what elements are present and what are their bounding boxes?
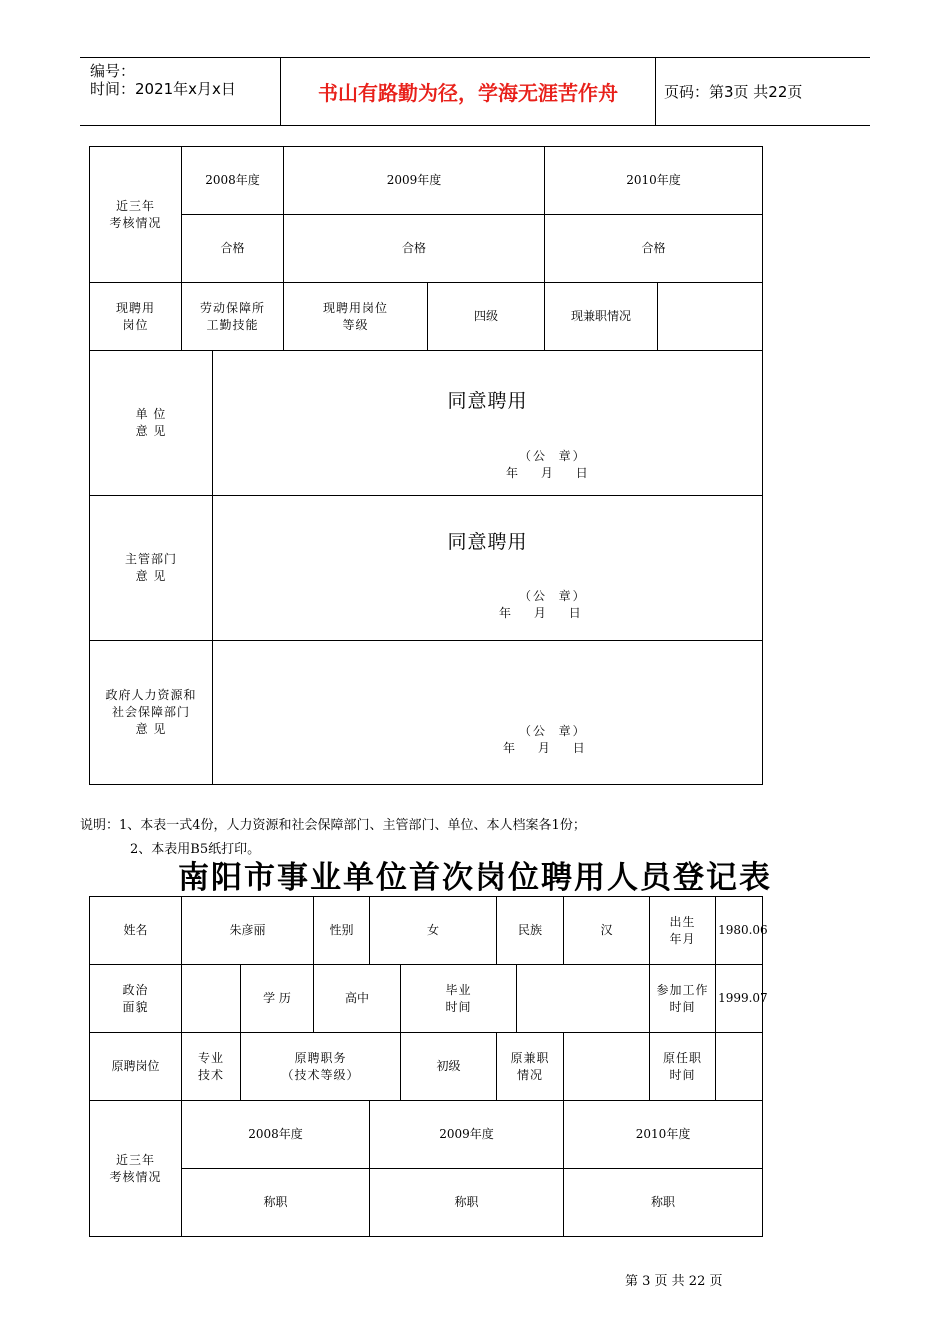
year-2010: 2010年度: [545, 147, 763, 215]
current-grade-value: 四级: [428, 283, 545, 351]
lower-assessment-label: 近三年 考核情况: [90, 1101, 182, 1237]
unit-opinion-cell: [213, 351, 763, 496]
lower-result-2008: 称职: [182, 1169, 370, 1237]
gender-label: 性别: [314, 897, 370, 965]
result-2008: 合格: [182, 215, 284, 283]
year-2008: 2008年度: [182, 147, 284, 215]
header-page-number: 页码：第3页 共22页: [664, 83, 803, 101]
gov-opinion-cell: [213, 641, 763, 785]
header-meta: [90, 62, 236, 98]
current-grade-label: 现聘用岗位 等级: [284, 283, 428, 351]
header-motto: 书山有路勤为径，学海无涯苦作舟: [280, 58, 656, 125]
lower-year-2009: 2009年度: [370, 1101, 564, 1169]
result-2010: 合格: [545, 215, 763, 283]
orig-tenure-label: 原任职 时间: [650, 1033, 716, 1101]
lower-result-2010: 称职: [564, 1169, 763, 1237]
concurrent-label: 现兼职情况: [545, 283, 658, 351]
birth-label: 出生 年月: [650, 897, 716, 965]
orig-tenure-value: [716, 1033, 763, 1101]
gov-opinion-label: 政府人力资源和 社会保障部门 意 见: [90, 641, 213, 785]
education-value: 高中: [314, 965, 401, 1033]
orig-post-value: 专业 技术: [182, 1033, 241, 1101]
ethnicity-label: 民族: [497, 897, 564, 965]
gov-date-label: 年 月 日: [503, 741, 585, 755]
unit-opinion-label: 单 位 意 见: [90, 351, 213, 496]
work-start-value: 1999.07: [716, 965, 763, 1033]
page-header: [80, 57, 870, 126]
orig-concurrent-value: [564, 1033, 650, 1101]
dept-opinion-text: 同意聘用: [447, 531, 528, 553]
document-time-label: 时间：2021年x月x日: [90, 80, 236, 98]
year-2009: 2009年度: [284, 147, 545, 215]
gov-seal-label: （公 章）: [519, 724, 587, 738]
page-footer: 第 3 页 共 22 页: [625, 1274, 723, 1289]
unit-opinion-text: 同意聘用: [447, 390, 528, 412]
current-post-value: 劳动保障所 工勤技能: [182, 283, 284, 351]
name-label: 姓名: [90, 897, 182, 965]
lower-form-table: [89, 896, 768, 1237]
gender-value: 女: [370, 897, 497, 965]
form-title: 南阳市事业单位首次岗位聘用人员登记表: [178, 860, 772, 896]
concurrent-value: [658, 283, 763, 351]
education-label: 学 历: [241, 965, 314, 1033]
orig-title-label: 原聘职务 （技术等级）: [241, 1033, 401, 1101]
dept-date-label: 年 月 日: [499, 606, 581, 620]
unit-seal-label: （公 章）: [519, 449, 587, 463]
note-line-2: 2、本表用B5纸打印。: [130, 842, 261, 857]
dept-opinion-cell: [213, 496, 763, 641]
lower-year-2008: 2008年度: [182, 1101, 370, 1169]
lower-year-2010: 2010年度: [564, 1101, 763, 1169]
ethnicity-value: 汉: [564, 897, 650, 965]
lower-result-2009: 称职: [370, 1169, 564, 1237]
work-start-label: 参加工作 时间: [650, 965, 716, 1033]
unit-date-label: 年 月 日: [506, 466, 588, 480]
birth-value: 1980.06: [716, 897, 763, 965]
graduation-label: 毕业 时间: [401, 965, 517, 1033]
result-2009: 合格: [284, 215, 545, 283]
name-value: 朱彦丽: [182, 897, 314, 965]
dept-seal-label: （公 章）: [519, 589, 587, 603]
orig-title-value: 初级: [401, 1033, 497, 1101]
upper-form-table: [89, 146, 763, 785]
orig-concurrent-label: 原兼职 情况: [497, 1033, 564, 1101]
graduation-value: [517, 965, 650, 1033]
current-post-label: 现聘用 岗位: [90, 283, 182, 351]
assessment-label: 近三年 考核情况: [90, 147, 182, 283]
document-number-label: 编号：: [90, 62, 136, 80]
political-value: [182, 965, 241, 1033]
dept-opinion-label: 主管部门 意 见: [90, 496, 213, 641]
orig-post-label: 原聘岗位: [90, 1033, 182, 1101]
political-label: 政治 面貌: [90, 965, 182, 1033]
note-line-1: 说明：1、本表一式4份，人力资源和社会保障部门、主管部门、单位、本人档案各1份；: [80, 818, 586, 833]
